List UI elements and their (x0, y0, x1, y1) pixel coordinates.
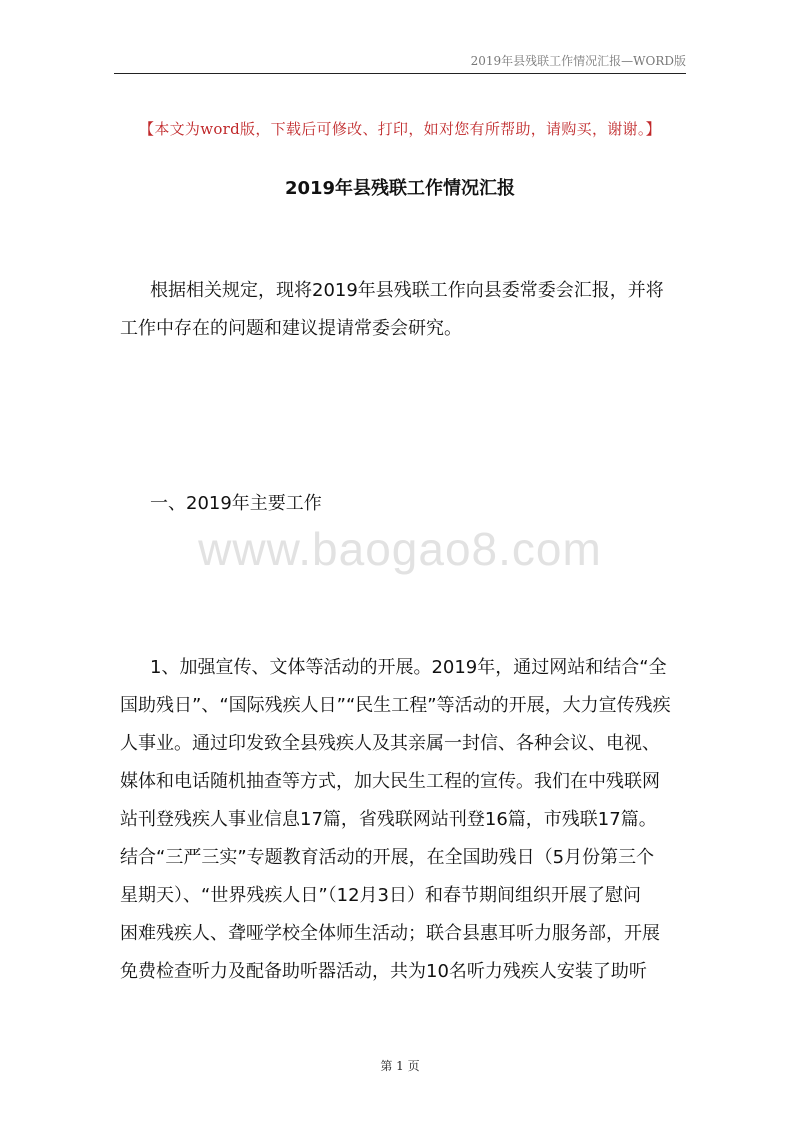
item1-line: 结合“三严三实”专题教育活动的开展，在全国助残日（5月份第三个 (120, 847, 655, 868)
item1-line: 媒体和电话随机抽查等方式，加大民生工程的宣传。我们在中残联网 (120, 771, 660, 792)
intro-line: 工作中存在的问题和建议提请常委会研究。 (120, 318, 462, 339)
page-header-text: 2019年县残联工作情况汇报—WORD版 (470, 54, 686, 68)
item1-line: 站刊登残疾人事业信息17篇，省残联网站刊登16篇，市残联17篇。 (120, 809, 657, 830)
intro-paragraph (120, 272, 685, 348)
intro-line: 根据相关规定，现将2019年县残联工作向县委常委会汇报，并将 (150, 280, 664, 301)
item1-line: 国助残日”、“国际残疾人日”“民生工程”等活动的开展，大力宣传残疾 (120, 695, 671, 716)
item1-line: 星期天）、“世界残疾人日”（12月3日）和春节期间组织开展了慰问 (120, 885, 642, 906)
section-heading (120, 485, 685, 523)
item1-paragraph (120, 649, 685, 991)
header-rule (114, 73, 686, 74)
page-number: 第 1 页 (380, 1059, 420, 1073)
item1-line: 1、加强宣传、文体等活动的开展。2019年，通过网站和结合“全 (150, 657, 667, 678)
item1-line: 困难残疾人、聋哑学校全体师生活动；联合县惠耳听力服务部，开展 (120, 923, 660, 944)
item1-line: 人事业。通过印发致全县残疾人及其亲属一封信、各种会议、电视、 (120, 733, 660, 754)
download-notice: 【本文为word版，下载后可修改、打印，如对您有所帮助，请购买，谢谢。】 (139, 120, 661, 138)
item1-line: 免费检查听力及配备助听器活动，共为10名听力残疾人安装了助听 (120, 961, 647, 982)
document-title: 2019年县残联工作情况汇报 (284, 178, 516, 199)
section-heading-text: 一、2019年主要工作 (150, 493, 322, 514)
watermark: www.baogao8.com (198, 523, 602, 575)
